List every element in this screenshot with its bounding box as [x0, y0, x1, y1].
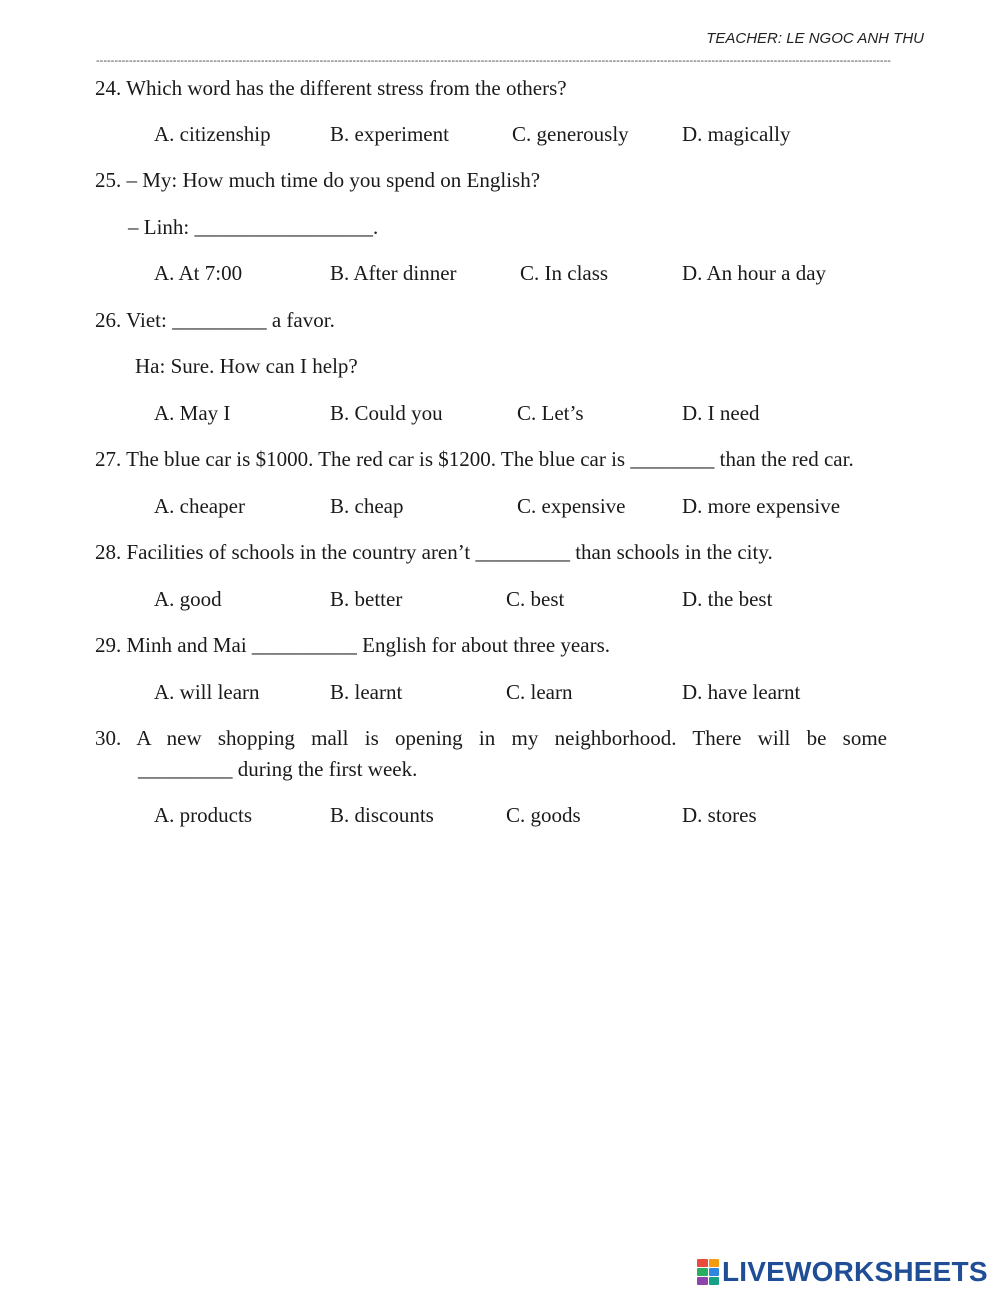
q26-option-d[interactable]: D. I need	[682, 401, 760, 425]
q28-option-b[interactable]: B. better	[330, 587, 403, 611]
q26-option-b[interactable]: B. Could you	[330, 401, 443, 425]
q29-option-a[interactable]: A. will learn	[154, 680, 260, 704]
header-divider: -------------------------------------------------------------------------------------------------------------------------------------------------------------------------------------------------------------------------	[96, 56, 891, 66]
q25-option-c[interactable]: C. In class	[520, 261, 609, 285]
q27-option-d[interactable]: D. more expensive	[682, 494, 841, 518]
question-25-text: 25. – My: How much time do you spend on English?	[95, 168, 541, 192]
logo-block-5	[697, 1277, 708, 1285]
q29-option-b[interactable]: B. learnt	[330, 680, 403, 704]
logo-block-6	[709, 1277, 720, 1285]
q30-option-b[interactable]: B. discounts	[330, 803, 434, 827]
q24-option-d[interactable]: D. magically	[682, 122, 791, 146]
logo-block-3	[697, 1268, 708, 1276]
q24-option-a[interactable]: A. citizenship	[154, 122, 271, 146]
question-29-text: 29. Minh and Mai __________ English for about three years.	[95, 633, 610, 657]
q30-option-c[interactable]: C. goods	[506, 803, 581, 827]
question-30-continuation: _________ during the first week.	[138, 757, 418, 781]
q30-option-d[interactable]: D. stores	[682, 803, 757, 827]
q24-option-c[interactable]: C. generously	[512, 122, 629, 146]
q26-option-a[interactable]: A. May I	[154, 401, 231, 425]
question-25-response: – Linh: _________________.	[128, 215, 379, 239]
q24-option-b[interactable]: B. experiment	[330, 122, 449, 146]
question-26-response: Ha: Sure. How can I help?	[135, 354, 358, 378]
q25-option-b[interactable]: B. After dinner	[330, 261, 457, 285]
q27-option-c[interactable]: C. expensive	[517, 494, 626, 518]
logo-block-2	[709, 1259, 720, 1267]
question-28-text: 28. Facilities of schools in the country aren’t _________ than schools in the city.	[95, 540, 773, 564]
q25-option-d[interactable]: D. An hour a day	[682, 261, 827, 285]
question-24-text: 24. Which word has the different stress from the others?	[95, 76, 567, 100]
q28-option-a[interactable]: A. good	[154, 587, 222, 611]
q26-option-c[interactable]: C. Let’s	[517, 401, 584, 425]
q29-option-c[interactable]: C. learn	[506, 680, 573, 704]
q29-option-d[interactable]: D. have learnt	[682, 680, 801, 704]
q27-option-b[interactable]: B. cheap	[330, 494, 404, 518]
q30-option-a[interactable]: A. products	[154, 803, 252, 827]
logo-block-4	[709, 1268, 720, 1276]
teacher-header: TEACHER: LE NGOC ANH THU	[706, 30, 924, 47]
liveworksheets-logo-icon	[697, 1259, 719, 1285]
question-26-text: 26. Viet: _________ a favor.	[95, 308, 335, 332]
liveworksheets-logo[interactable]	[697, 1256, 988, 1288]
question-27-text: 27. The blue car is $1000. The red car is $1200. The blue car is ________ than the red car.	[95, 447, 854, 471]
question-30-text: 30. A new shopping mall is opening in my neighborhood. There will be some	[95, 726, 887, 750]
q25-option-a[interactable]: A. At 7:00	[154, 261, 243, 285]
q27-option-a[interactable]: A. cheaper	[154, 494, 245, 518]
logo-block-1	[697, 1259, 708, 1267]
q28-option-d[interactable]: D. the best	[682, 587, 773, 611]
q28-option-c[interactable]: C. best	[506, 587, 565, 611]
liveworksheets-logo-text: LIVEWORKSHEETS	[722, 1256, 988, 1287]
